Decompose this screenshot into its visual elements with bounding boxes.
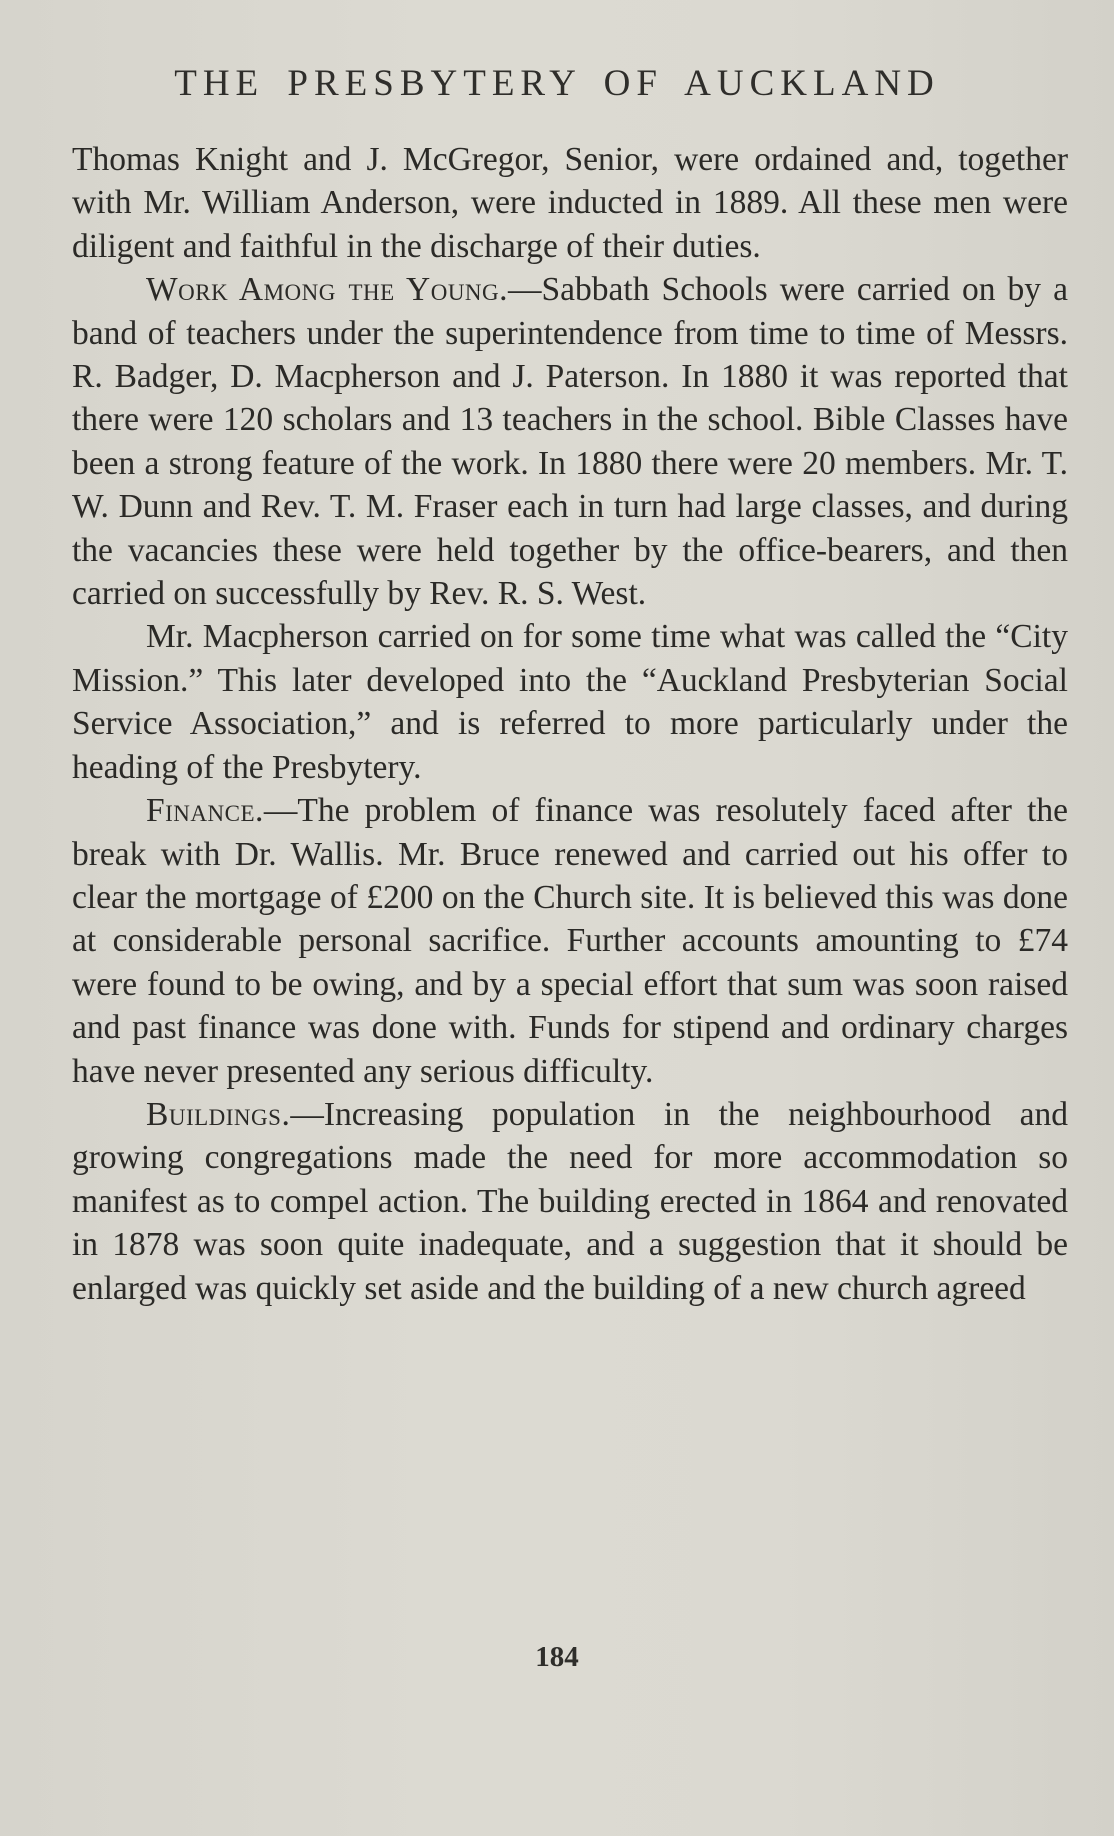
- section-heading-work-among-the-young: Work Among the Young.: [146, 271, 509, 309]
- page-number: 184: [535, 1641, 579, 1673]
- paragraph-text: —The problem of finance was resolutely faced after the break with Dr. Wallis. Mr. Bruce renewed and carried out his offer to clear the mortgage of £200 on the Church site. It is believed this was done at considerable personal sacrifice. Further accounts amounting to £74 were found to be owing, and by a special effort that sum was soon raised and past finance was done with. Funds for stipend and ordinary charges have never presented any serious difficulty.: [72, 792, 1068, 1090]
- body-text: [72, 138, 1068, 1310]
- paragraph-continuation: [72, 138, 1068, 268]
- section-heading-finance: Finance.: [146, 792, 264, 830]
- running-head: THE PRESBYTERY OF AUCKLAND: [174, 63, 940, 104]
- paragraph-finance: [72, 789, 1068, 1093]
- paragraph-text: Thomas Knight and J. McGregor, Senior, were ordained and, together with Mr. William Anderson, were inducted in 1889. All these men were diligent and faithful in the discharge of their duties.: [72, 141, 1068, 265]
- paragraph-text: Mr. Macpherson carried on for some time what was called the “City Mission.” This later developed into the “Auckland Presbyterian Social Service Association,” and is referred to more particularly under the heading of the Presbytery.: [72, 618, 1068, 786]
- paragraph-text: —Increasing population in the neighbourhood and growing congregations made the need for more accommodation so manifest as to compel action. The building erected in 1864 and renovated in 1878 was soon quite inadequate, and a suggestion that it should be enlarged was quickly set aside and the building of a new church agreed: [72, 1095, 1068, 1307]
- paragraph-text: —Sabbath Schools were carried on by a band of teachers under the superintendence from time to time of Messrs. R. Badger, D. Macpherson and J. Paterson. In 1880 it was reported that there were 120 scholars and 13 teachers in the school. Bible Classes have been a strong feature of the work. In 1880 there were 20 members. Mr. T. W. Dunn and Rev. T. M. Fraser each in turn had large classes, and during the vacancies these were held together by the office-bearers, and then carried on successfully by Rev. R. S. West.: [72, 271, 1069, 613]
- paragraph-city-mission: [72, 615, 1068, 789]
- paragraph-work-among-the-young: [72, 268, 1068, 615]
- paragraph-buildings: [72, 1093, 1068, 1310]
- section-heading-buildings: Buildings.: [146, 1095, 291, 1133]
